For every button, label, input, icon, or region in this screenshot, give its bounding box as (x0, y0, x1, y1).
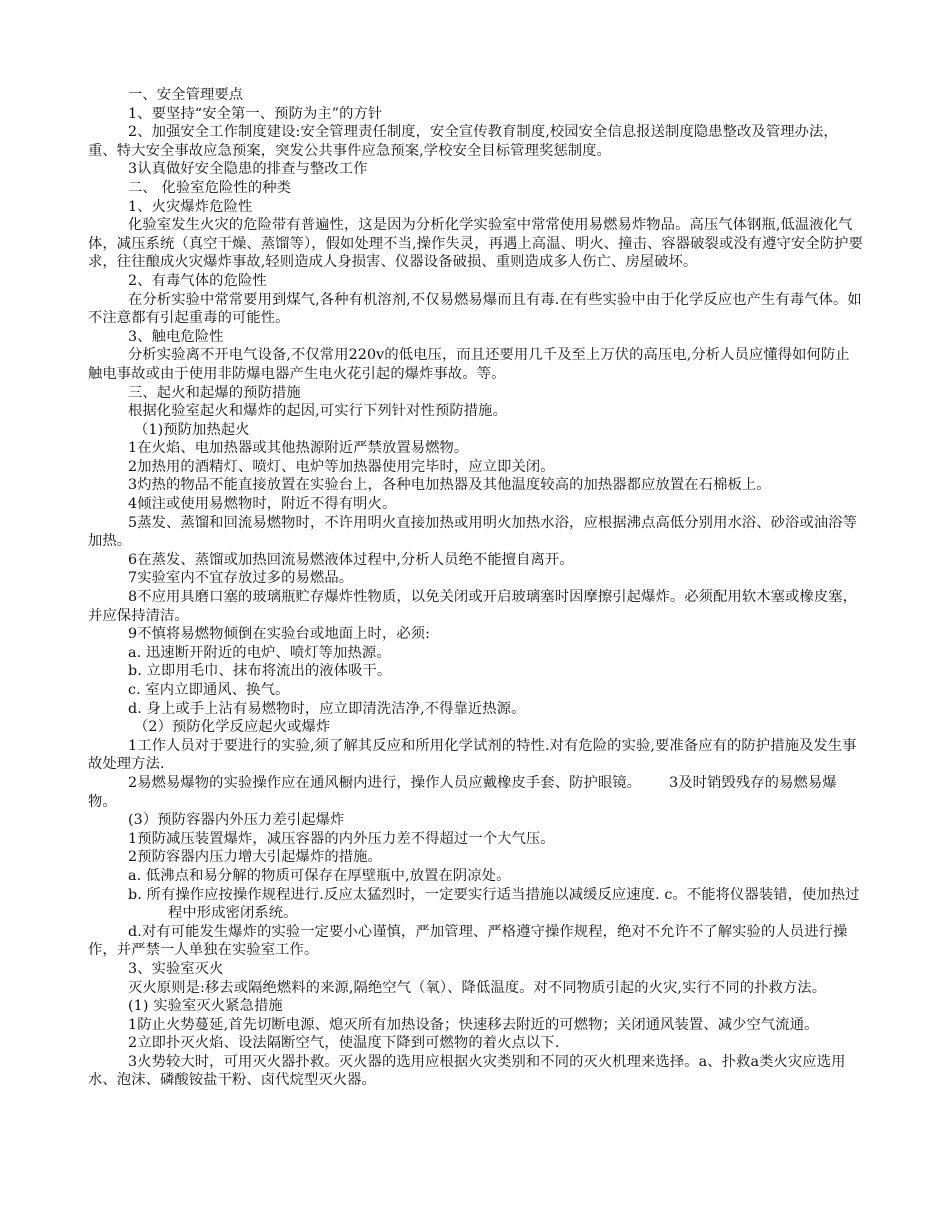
list-item: 2预防容器内压力增大引起爆炸的措施。 (128, 849, 382, 866)
list-item: 6在蒸发、蒸馏或加热回流易燃液体过程中,分析人员绝不能擅自离开。 (128, 551, 574, 568)
list-item (88, 774, 864, 811)
subsection-heading: 2、有毒气体的危险性 (128, 272, 267, 289)
paragraph: 在分析实验中常常要用到煤气,各种有机溶剂,不仅易燃易爆而且有毒.在有些实验中由于化学反应也产生有毒气体。如不注意都有引起重毒的可能性。 (88, 291, 862, 327)
subsection-heading: （2）预防化学反应起火或爆炸 (134, 719, 331, 736)
section-3-heading: 三、起火和起爆的预防措施 (128, 384, 301, 401)
list-item-text: 2易燃易爆物的实验操作应在通风橱内进行，操作人员应戴橡皮手套、防护眼镜。 (128, 774, 642, 791)
list-item: 1防止火势蔓延,首先切断电源、熄灭所有加热设备；快速移去附近的可燃物；关闭通风装置、减少空气流通。 (128, 1016, 819, 1033)
list-item: 2立即扑灭火焰、设法隔断空气，使温度下降到可燃物的着火点以下. (128, 1035, 560, 1052)
list-item: 2加热用的酒精灯、喷灯、电炉等加热器使用完毕时，应立即关闭。 (128, 458, 555, 475)
subsection-heading: （1)预防加热起火 (134, 421, 250, 438)
list-item: 1在火焰、电加热器或其他热源附近严禁放置易燃物。 (128, 440, 469, 457)
list-item: 8不应用具磨口塞的玻璃瓶贮存爆炸性物质，以免关闭或开启玻璃塞时因摩擦引起爆炸。必须配用软木塞或橡皮塞，并应保持清洁。 (88, 589, 858, 624)
subsection-heading: (1) 实验室灭火紧急措施 (128, 998, 283, 1015)
paragraph: 化验室发生火灾的危险带有普遍性，这是因为分析化学实验室中常常使用易燃易炸物品。高压气体钢瓶,低温液化气体，减压系统（真空干燥、蒸馏等），假如处理不当,操作失灵，再遇上高温、明火、撞击、容器破裂或没有遵守安全防护要求，往往酿成火灾爆炸事故,轻则造成人身损害、仪器设备破损、重则造成多人伤亡、房屋破坏。 (88, 217, 863, 271)
subsection-heading: 1、火灾爆炸危险性 (128, 198, 253, 215)
list-item: c. 室内立即通风、换气。 (128, 682, 290, 698)
paragraph: 3认真做好安全隐患的排查与整改工作 (128, 161, 368, 178)
list-item: 9不慎将易燃物倾倒在实验台或地面上时，必须: (128, 626, 431, 643)
paragraph: 1、要坚持“安全第一、预防为主”的方针 (128, 105, 383, 122)
subsection-heading: (3）预防容器内外压力差引起爆炸 (128, 812, 345, 829)
list-item: 4倾注或使用易燃物时，附近不得有明火。 (128, 496, 397, 513)
list-item: 1工作人员对于要进行的实验,须了解其反应和所用化学试剂的特性.对有危险的实验,要准备应有的防护措施及发生事故处理方法. (88, 737, 857, 773)
list-item: b. 所有操作应按操作规程进行.反应太猛烈时，一定要实行适当措施以减缓反应速度. c。不能将仪器装错，使加热过程中形成密闭系统。 (128, 886, 860, 922)
paragraph: 2、加强安全工作制度建设:安全管理责任制度，安全宣传教育制度,校园安全信息报送制度隐患整改及管理办法，重、特大安全事故应急预案，突发公共事件应急预案,学校安全目标管理奖惩制度。 (88, 124, 838, 159)
list-item: 3灼热的物品不能直接放置在实验台上，各种电加热器及其他温度较高的加热器都应放置在石棉板上。 (128, 477, 771, 494)
list-item-text: 3及时销毁残存的易燃易爆物。 (88, 774, 837, 810)
paragraph: 根据化验室起火和爆炸的起因,可实行下列针对性预防措施。 (128, 403, 507, 420)
list-item: 3火势较大时，可用灭火器扑救。灭火器的选用应根据火灾类别和不同的灭火机理来选择。a、扑救a类火灾应选用水、泡沫、磷酸铵盐干粉、卤代烷型灭火器。 (88, 1053, 846, 1089)
list-item: a. 迅速断开附近的电炉、喷灯等加热源。 (128, 644, 391, 661)
list-item: 5蒸发、蒸馏和回流易燃物时，不许用明火直接加热或用明火加热水浴，应根据沸点高低分别用水浴、砂浴或油浴等加热。 (88, 514, 858, 550)
list-item: a. 低沸点和易分解的物质可保存在厚壁瓶中,放置在阴凉处。 (128, 867, 511, 884)
list-item: 7实验室内不宜存放过多的易燃品。 (128, 570, 354, 587)
paragraph: 分析实验离不开电气设备,不仅常用220v的低电压，而且还要用几千及至上万伏的高压电,分析人员应懂得如何防止触电事故或由于使用非防爆电器产生电火花引起的爆炸事故。等。 (88, 347, 850, 382)
list-item: 1预防减压装置爆炸，减压容器的内外压力差不得超过一个大气压。 (128, 830, 555, 847)
section-1-heading: 一、安全管理要点 (128, 87, 244, 103)
section-2-heading: 二、 化验室危险性的种类 (128, 179, 292, 196)
list-item: b. 立即用毛巾、抹布将流出的液体吸干。 (128, 663, 392, 680)
subsection-heading: 3、实验室灭火 (128, 960, 224, 977)
list-item: d. 身上或手上沾有易燃物时，应立即清洗洁净,不得靠近热源。 (128, 700, 526, 717)
subsection-heading: 3、触电危险性 (128, 328, 224, 345)
paragraph: 灭火原则是:移去或隔绝燃料的来源,隔绝空气（氧）、降低温度。对不同物质引起的火灾,实行不同的扑救方法。 (128, 979, 827, 996)
list-item: d.对有可能发生爆炸的实验一定要小心谨慎，严加管理、严格遵守操作规程，绝对不允许不了解实验的人员进行操作，并严禁一人单独在实验室工作。 (88, 923, 848, 959)
